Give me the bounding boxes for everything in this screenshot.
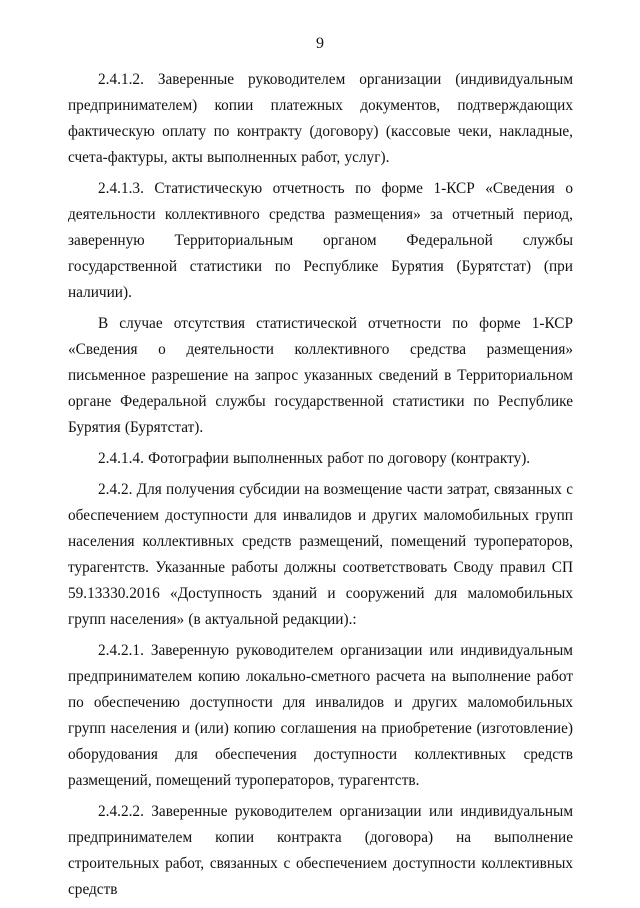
paragraph-absence-of-reporting: В случае отсутствия статистической отчетности по форме 1-КСР «Сведения о деятельности коллективного средства размещения» письменное разрешение на запрос указанных сведений в Территориальном органе Федеральной службы государственной статистики по Республике Бурятия (Бурятстат). — [68, 315, 573, 436]
paragraph-2-4-1-3: 2.4.1.3. Статистическую отчетность по форме 1-КСР «Сведения о деятельности коллективного средства размещения» за отчетный период, заверенную Территориальным органом Федеральной службы государственной статистики по Республике Бурятия (Бурятстат) (при наличии). — [68, 180, 573, 301]
paragraph-2-4-2-1: 2.4.2.1. Заверенную руководителем организации или индивидуальным предпринимателем копию локально-сметного расчета на выполнение работ по обеспечению доступности для инвалидов и других маломобильных групп населения и (или) копию соглашения на приобретение (изготовление) оборудования для обеспечения доступности коллективных средств размещений, помещений туроператоров, турагентств. — [68, 642, 573, 789]
paragraph-2-4-2: 2.4.2. Для получения субсидии на возмещение части затрат, связанных с обеспечением доступности для инвалидов и других маломобильных групп населения коллективных средств размещений, помещений туроператоров, турагентств. Указанные работы должны соответствовать Своду правил СП 59.13330.2016 «Доступность зданий и сооружений для маломобильных групп населения» (в актуальной редакции).: — [68, 481, 573, 628]
page-number: 9 — [316, 35, 324, 52]
paragraph-2-4-2-2: 2.4.2.2. Заверенные руководителем организации или индивидуальным предпринимателем копии контракта (договора) на выполнение строительных работ, связанных с обеспечением доступности коллективных средств — [68, 803, 573, 898]
paragraph-2-4-1-2: 2.4.1.2. Заверенные руководителем организации (индивидуальным предпринимателем) копии платежных документов, подтверждающих фактическую оплату по контракту (договору) (кассовые чеки, накладные, счета-фактуры, акты выполненных работ, услуг). — [68, 71, 573, 166]
document-body — [68, 67, 573, 908]
paragraph-2-4-1-4: 2.4.1.4. Фотографии выполненных работ по договору (контракту). — [98, 450, 531, 467]
